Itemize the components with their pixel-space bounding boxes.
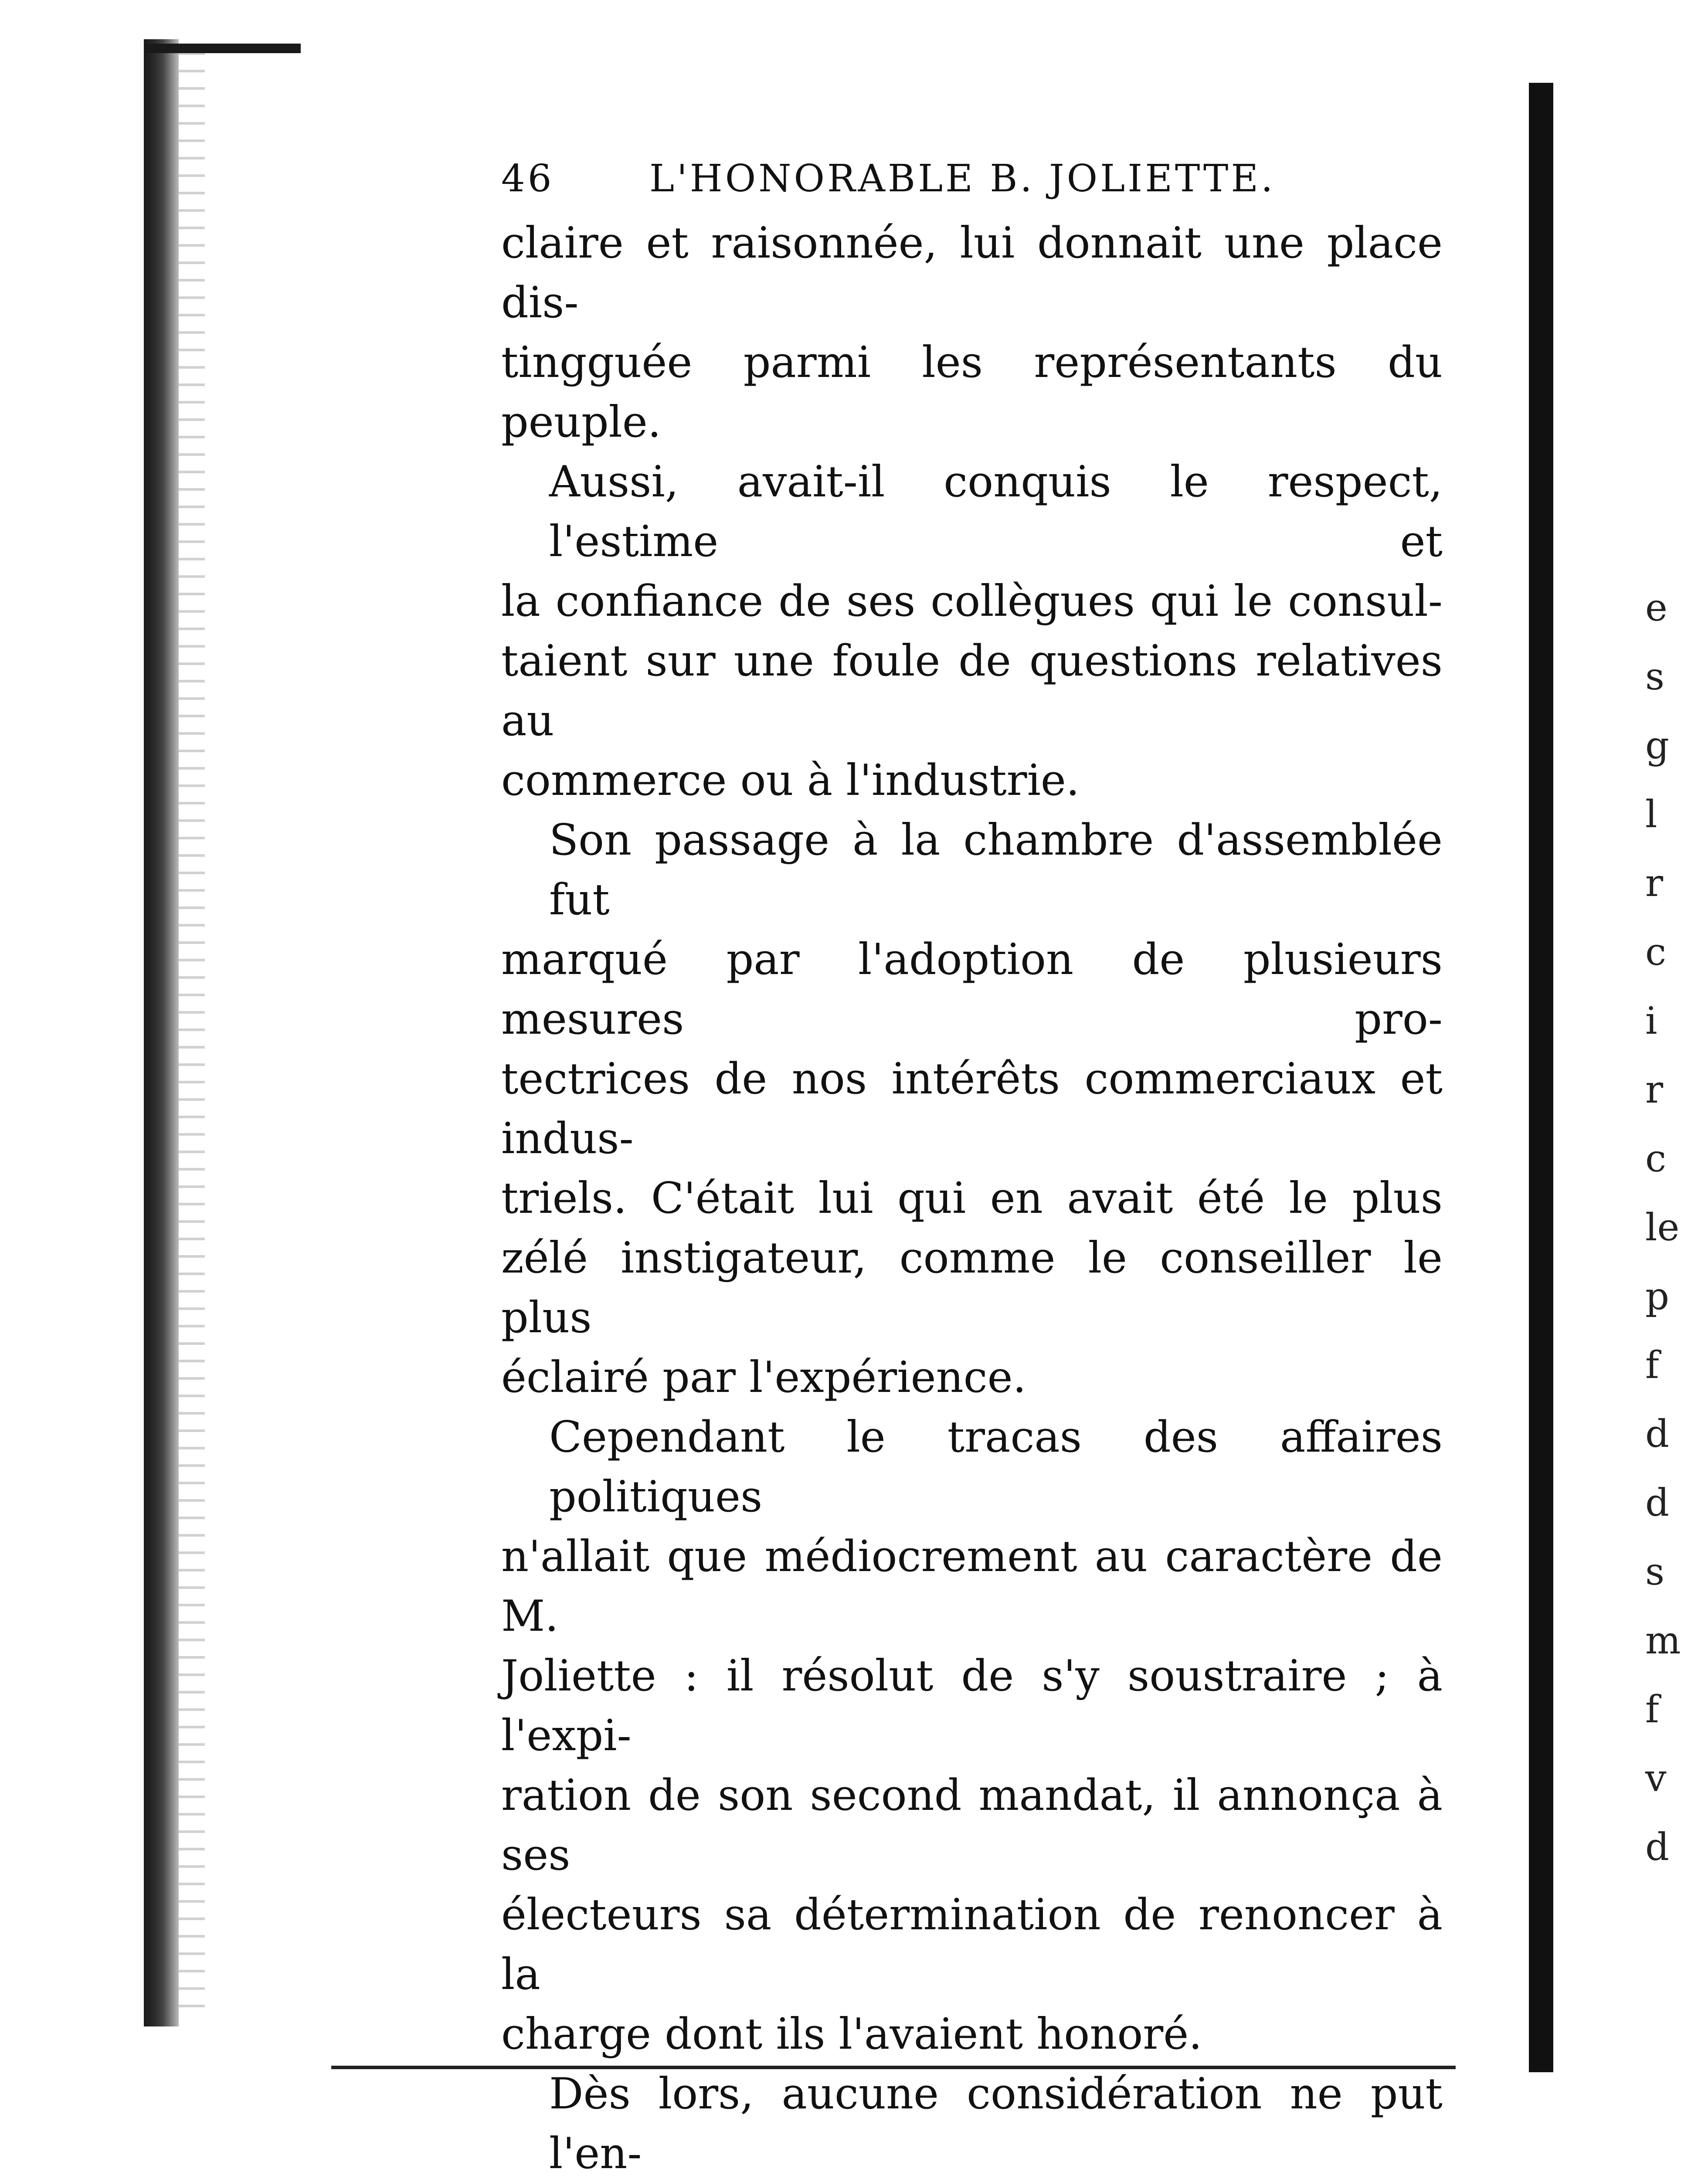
text-line: Cependant le tracas des affaires politiques — [549, 1412, 1443, 1522]
page-header — [501, 157, 1443, 214]
margin-letter: i — [1645, 999, 1657, 1043]
margin-letter: le — [1645, 1206, 1680, 1249]
text-line: charge dont ils l'avaient honoré. — [501, 2009, 1202, 2059]
paragraph — [501, 811, 1443, 1408]
adjacent-page-margin-letters — [1645, 575, 1698, 1884]
margin-letter: l — [1645, 793, 1657, 836]
margin-letter: m — [1645, 1619, 1681, 1663]
body-text — [501, 214, 1443, 2179]
margin-letter: c — [1645, 1137, 1667, 1181]
paragraph — [501, 2064, 1443, 2179]
text-line: commerce ou à l'industrie. — [501, 756, 1080, 805]
text-line: ration de son second mandat, il annonça à ses — [501, 1771, 1443, 1880]
margin-letter: f — [1645, 1344, 1659, 1387]
text-line: tectrices de nos intérêts commerciaux et indus- — [501, 1054, 1443, 1164]
text-line: n'allait que médiocrement au caractère de M. — [501, 1532, 1443, 1641]
text-line: taient sur une foule de questions relatives au — [501, 636, 1443, 746]
paragraph — [501, 214, 1443, 452]
right-page-edge-bar — [1529, 83, 1553, 2072]
margin-letter: s — [1645, 1550, 1665, 1594]
margin-letter: d — [1645, 1412, 1670, 1456]
text-line: Aussi, avait-il conquis le respect, l'estime et — [549, 457, 1443, 567]
margin-letter: e — [1645, 586, 1667, 630]
binding-shadow — [144, 39, 179, 2026]
text-line: Son passage à la chambre d'assemblée fut — [549, 815, 1443, 925]
margin-letter: d — [1645, 1481, 1670, 1525]
running-title: L'HONORABLE B. JOLIETTE. — [649, 157, 1276, 200]
margin-letter: d — [1645, 1826, 1670, 1869]
binding-speckle — [179, 52, 205, 2013]
text-line: électeurs sa détermination de renoncer à la — [501, 1890, 1443, 1999]
text-line: claire et raisonnée, lui donnait une place dis- — [501, 218, 1443, 328]
page-number: 46 — [501, 157, 554, 200]
text-line: Joliette : il résolut de s'y soustraire ; à l'expi- — [501, 1651, 1443, 1761]
text-line: Dès lors, aucune considération ne put l'en- — [549, 2069, 1443, 2179]
margin-letter: r — [1645, 1068, 1664, 1112]
text-line: tingguée parmi les représentants du peuple. — [501, 338, 1443, 447]
text-line: éclairé par l'expérience. — [501, 1353, 1026, 1402]
margin-letter: v — [1645, 1757, 1667, 1800]
margin-letter: s — [1645, 655, 1665, 699]
margin-letter: p — [1645, 1275, 1670, 1318]
margin-letter: g — [1645, 724, 1670, 767]
margin-letter: r — [1645, 862, 1664, 905]
text-line: marqué par l'adoption de plusieurs mesures pro- — [501, 935, 1443, 1044]
paragraph — [501, 452, 1443, 811]
margin-letter: f — [1645, 1688, 1659, 1731]
text-line: la confiance de ses collègues qui le consul- — [501, 577, 1443, 626]
text-line: zélé instigateur, comme le conseiller le plus — [501, 1233, 1443, 1343]
paragraph — [501, 1408, 1443, 2064]
margin-letter: c — [1645, 930, 1667, 974]
corner-mark — [144, 44, 301, 53]
page-body — [501, 157, 1443, 2179]
text-line: triels. C'était lui qui en avait été le plus — [501, 1174, 1443, 1223]
